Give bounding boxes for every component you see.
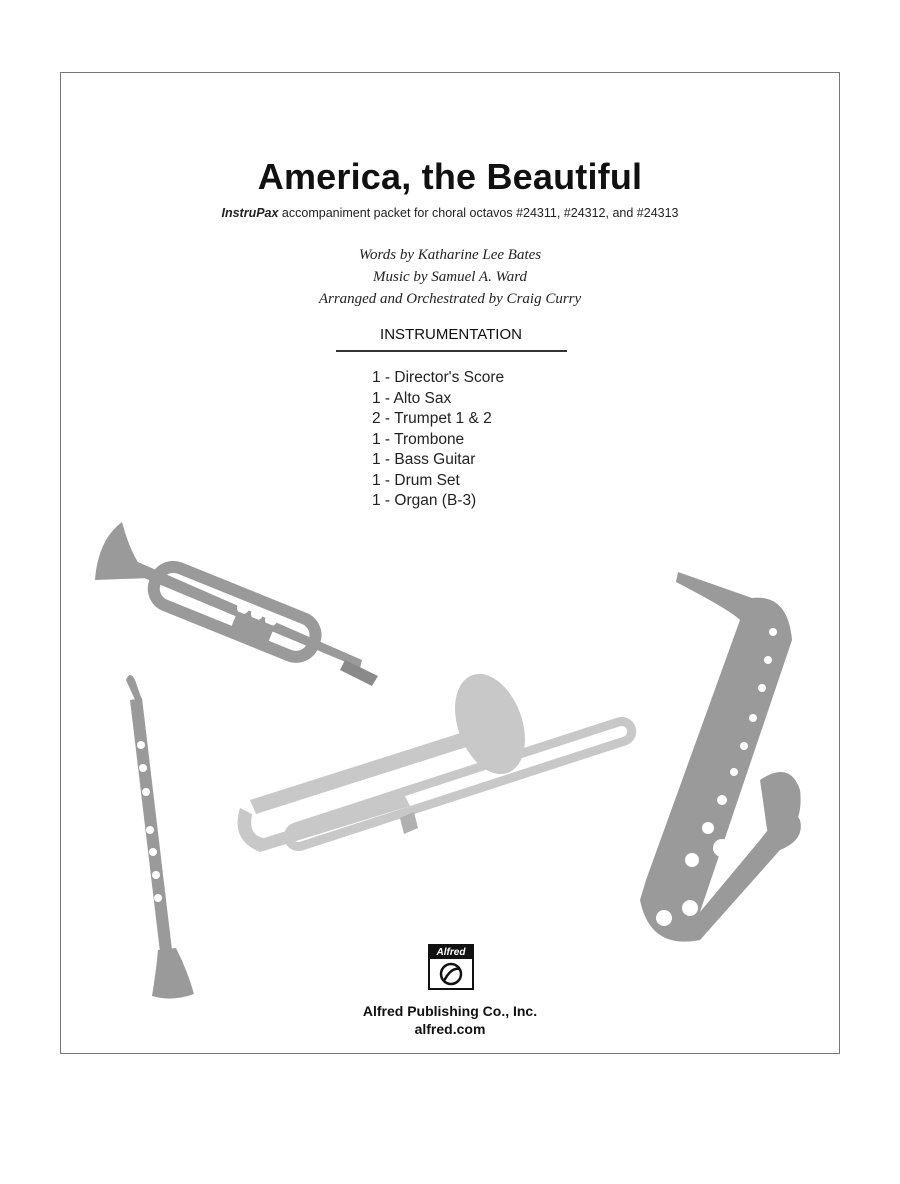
credit-music: Music by Samuel A. Ward [372, 269, 527, 285]
list-item: 2 - Trumpet 1 & 2 [372, 410, 492, 427]
list-item: 1 - Bass Guitar [372, 451, 476, 468]
list-item: 1 - Organ (B-3) [372, 492, 477, 509]
trumpet-icon [95, 522, 378, 686]
saxophone-icon [640, 572, 801, 942]
page-title: America, the Beautiful [257, 156, 643, 197]
publisher-url[interactable]: alfred.com [414, 1021, 486, 1037]
brand-name: InstruPax [221, 206, 279, 220]
clarinet-icon [126, 675, 194, 999]
logo-mark [430, 959, 472, 988]
credit-arrangement: Arranged and Orchestrated by Craig Curry [318, 291, 582, 307]
subtitle-text: accompaniment packet for choral octavos #24311, #24312, and #24313 [278, 206, 679, 220]
publisher-block [0, 1002, 900, 1038]
list-item: 1 - Trombone [372, 430, 465, 448]
publisher-name: Alfred Publishing Co., Inc. [362, 1003, 538, 1019]
trombone-icon [238, 664, 635, 852]
instrumentation-heading: INSTRUMENTATION [380, 326, 522, 343]
list-item: 1 - Director's Score [372, 369, 505, 386]
list-item: 1 - Alto Sax [372, 389, 452, 407]
logo-text: Alfred [430, 946, 472, 959]
list-item: 1 - Drum Set [372, 471, 460, 489]
credit-words: Words by Katharine Lee Bates [358, 247, 542, 263]
publisher-logo [428, 944, 474, 990]
